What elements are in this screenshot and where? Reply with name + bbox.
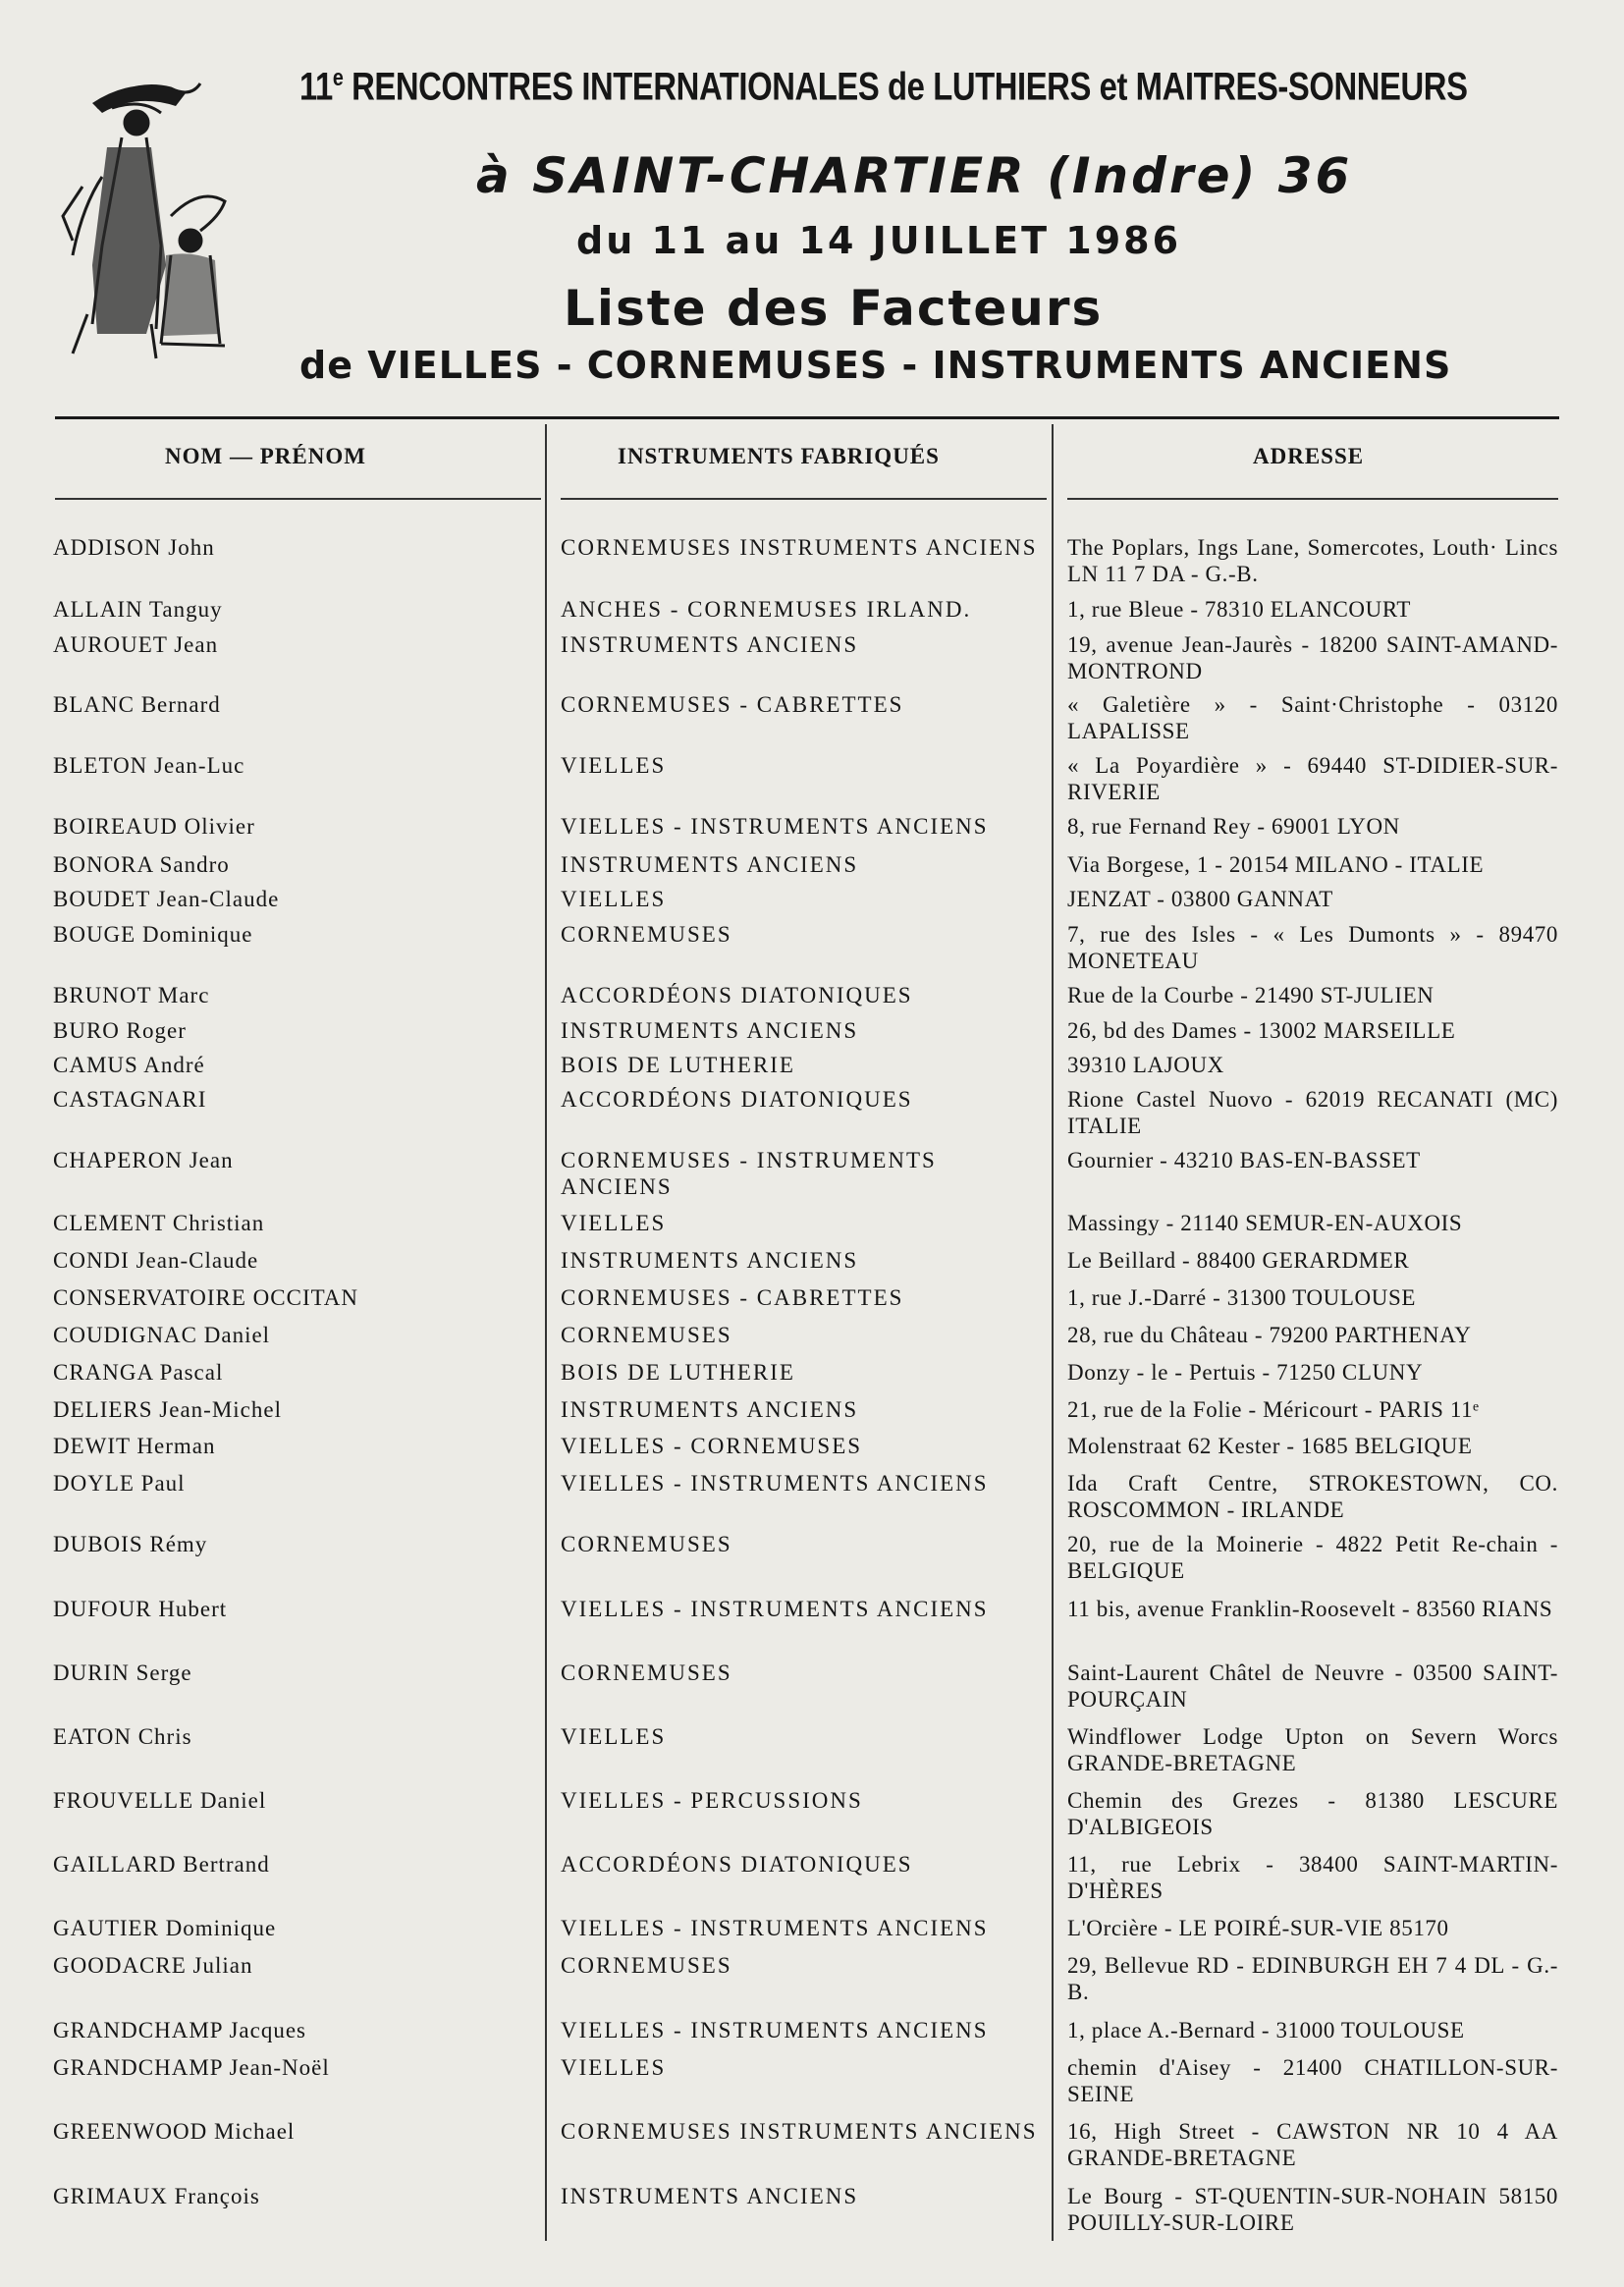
maker-instruments: INSTRUMENTS ANCIENS (561, 1397, 859, 1422)
maker-instruments: VIELLES - CORNEMUSES (561, 1434, 863, 1458)
column-header-rule (1067, 498, 1558, 500)
maker-instruments: CORNEMUSES (561, 1323, 732, 1347)
maker-instruments: VIELLES - INSTRUMENTS ANCIENS (561, 814, 989, 839)
table-row (0, 880, 1624, 915)
maker-name: BLETON Jean-Luc (53, 753, 245, 778)
maker-name: CONSERVATOIRE OCCITAN (53, 1285, 359, 1310)
table-row (0, 1845, 1624, 1909)
maker-name: CHAPERON Jean (53, 1148, 234, 1172)
maker-name: COUDIGNAC Daniel (53, 1323, 271, 1347)
maker-name: BONORA Sandro (53, 852, 230, 877)
maker-instruments: INSTRUMENTS ANCIENS (561, 2184, 859, 2208)
maker-address: 16, High Street - CAWSTON NR 10 4 AA GRANDE-BRETAGNE (1067, 2119, 1558, 2170)
maker-instruments: VIELLES (561, 1724, 667, 1749)
maker-address: Rione Castel Nuovo - 62019 RECANATI (MC) ITALIE (1067, 1087, 1558, 1138)
table-row (0, 1390, 1624, 1427)
table-row (0, 976, 1624, 1011)
maker-instruments: CORNEMUSES INSTRUMENTS ANCIENS (561, 2119, 1038, 2144)
maker-address: Chemin des Grezes - 81380 LESCURE D'ALBIGEOIS (1067, 1788, 1558, 1839)
musicians-engraving-logo (53, 69, 249, 368)
table-row (0, 746, 1624, 807)
maker-name: GRIMAUX François (53, 2184, 260, 2208)
maker-instruments: VIELLES - INSTRUMENTS ANCIENS (561, 2018, 989, 2042)
event-location: à SAINT-CHARTIER (Indre) 36 (476, 147, 1353, 204)
table-row (0, 2011, 1624, 2048)
table-row (0, 1241, 1624, 1279)
table-row (0, 590, 1624, 626)
table-row (0, 1279, 1624, 1316)
maker-address: Rue de la Courbe - 21490 ST-JULIEN (1067, 983, 1435, 1007)
maker-address: 1, rue Bleue - 78310 ELANCOURT (1067, 597, 1412, 622)
maker-name: GAUTIER Dominique (53, 1916, 277, 1940)
maker-address: 28, rue du Château - 79200 PARTHENAY (1067, 1323, 1472, 1347)
maker-name: GRANDCHAMP Jean-Noël (53, 2055, 330, 2080)
maker-name: BOIREAUD Olivier (53, 814, 255, 839)
maker-address: Le Bourg - ST-QUENTIN-SUR-NOHAIN 58150 POUILLY-SUR-LOIRE (1067, 2184, 1558, 2235)
maker-instruments: INSTRUMENTS ANCIENS (561, 1248, 859, 1273)
maker-name: ALLAIN Tanguy (53, 597, 223, 622)
column-header-name: NOM — PRÉNOM (165, 444, 366, 468)
maker-name: CLEMENT Christian (53, 1211, 265, 1235)
table-row (0, 1011, 1624, 1046)
maker-instruments: VIELLES (561, 753, 667, 778)
maker-address: 29, Bellevue RD - EDINBURGH EH 7 4 DL - G.-B. (1067, 1953, 1558, 2004)
maker-name: CRANGA Pascal (53, 1360, 224, 1385)
maker-address: Donzy - le - Pertuis - 71250 CLUNY (1067, 1360, 1424, 1385)
maker-instruments: ANCHES - CORNEMUSES IRLAND. (561, 597, 972, 622)
table-row (0, 845, 1624, 880)
maker-address: Molenstraat 62 Kester - 1685 BELGIQUE (1067, 1434, 1473, 1458)
maker-instruments: CORNEMUSES (561, 1532, 732, 1556)
maker-instruments: VIELLES - PERCUSSIONS (561, 1788, 863, 1813)
maker-address: Saint-Laurent Châtel de Neuvre - 03500 SAINT-POURÇAIN (1067, 1661, 1558, 1712)
maker-name: ADDISON John (53, 535, 215, 560)
column-header-rule (55, 498, 541, 500)
maker-address: 1, rue J.-Darré - 31300 TOULOUSE (1067, 1285, 1416, 1310)
maker-name: DUFOUR Hubert (53, 1597, 228, 1621)
table-row (0, 528, 1624, 590)
table-row (0, 1654, 1624, 1717)
table-row (0, 1353, 1624, 1390)
maker-address: 39310 LAJOUX (1067, 1053, 1224, 1077)
maker-name: CAMUS André (53, 1053, 205, 1077)
maker-instruments: CORNEMUSES - INSTRUMENTS ANCIENS (561, 1148, 937, 1199)
maker-name: GAILLARD Bertrand (53, 1852, 270, 1877)
table-row (0, 685, 1624, 746)
maker-instruments: INSTRUMENTS ANCIENS (561, 852, 859, 877)
maker-name: CONDI Jean-Claude (53, 1248, 259, 1273)
maker-address: 11 bis, avenue Franklin-Roosevelt - 83560 RIANS (1067, 1597, 1553, 1621)
table-row (0, 2048, 1624, 2112)
table-row (0, 1525, 1624, 1590)
maker-instruments: CORNEMUSES - CABRETTES (561, 692, 904, 717)
table-row (0, 1464, 1624, 1525)
maker-address: Ida Craft Centre, STROKESTOWN, CO. ROSCOMMON - IRLANDE (1067, 1471, 1558, 1522)
makers-list (0, 528, 1624, 2236)
maker-name: CASTAGNARI (53, 1087, 207, 1112)
maker-name: BOUGE Dominique (53, 922, 253, 947)
list-subtitle: de VIELLES - CORNEMUSES - INSTRUMENTS ANCIENS (299, 344, 1452, 387)
table-row (0, 1316, 1624, 1353)
maker-address: 1, place A.-Bernard - 31000 TOULOUSE (1067, 2018, 1465, 2042)
maker-address: Windflower Lodge Upton on Severn Worcs GRANDE-BRETAGNE (1067, 1724, 1558, 1775)
column-header-address: ADRESSE (1253, 444, 1365, 468)
maker-address: JENZAT - 03800 GANNAT (1067, 887, 1333, 911)
maker-name: DEWIT Herman (53, 1434, 216, 1458)
table-row (0, 1141, 1624, 1204)
table-row (0, 2112, 1624, 2177)
table-row (0, 807, 1624, 845)
maker-name: DELIERS Jean-Michel (53, 1397, 282, 1422)
maker-instruments: INSTRUMENTS ANCIENS (561, 1018, 859, 1043)
maker-name: BLANC Bernard (53, 692, 221, 717)
maker-instruments: VIELLES - INSTRUMENTS ANCIENS (561, 1471, 989, 1496)
maker-name: GREENWOOD Michael (53, 2119, 296, 2144)
maker-instruments: BOIS DE LUTHERIE (561, 1360, 795, 1385)
maker-instruments: BOIS DE LUTHERIE (561, 1053, 795, 1077)
maker-address: Le Beillard - 88400 GERARDMER (1067, 1248, 1410, 1273)
table-row (0, 1590, 1624, 1654)
maker-address: 19, avenue Jean-Jaurès - 18200 SAINT-AMAND-MONTROND (1067, 632, 1558, 683)
event-title: 11e RENCONTRES INTERNATIONALES de LUTHIERS et MAITRES-SONNEURS (299, 65, 1468, 109)
maker-instruments: CORNEMUSES - CABRETTES (561, 1285, 904, 1310)
maker-address: Massingy - 21140 SEMUR-EN-AUXOIS (1067, 1211, 1463, 1235)
maker-instruments: VIELLES - INSTRUMENTS ANCIENS (561, 1916, 989, 1940)
list-title: Liste des Facteurs (564, 280, 1104, 337)
maker-address: « Galetière » - Saint·Christophe - 03120 LAPALISSE (1067, 692, 1558, 743)
maker-instruments: VIELLES (561, 887, 667, 911)
table-row (0, 1717, 1624, 1781)
table-row (0, 1046, 1624, 1080)
maker-name: DOYLE Paul (53, 1471, 186, 1496)
maker-address: 26, bd des Dames - 13002 MARSEILLE (1067, 1018, 1456, 1043)
table-row (0, 1909, 1624, 1946)
maker-name: GRANDCHAMP Jacques (53, 2018, 307, 2042)
column-header-rule (561, 498, 1047, 500)
table-row (0, 1946, 1624, 2011)
maker-address: 11, rue Lebrix - 38400 SAINT-MARTIN-D'HÈRES (1067, 1852, 1558, 1903)
maker-name: BRUNOT Marc (53, 983, 210, 1007)
maker-instruments: VIELLES - INSTRUMENTS ANCIENS (561, 1597, 989, 1621)
table-row (0, 1781, 1624, 1845)
table-row (0, 1204, 1624, 1241)
table-row (0, 1080, 1624, 1141)
maker-address: chemin d'Aisey - 21400 CHATILLON-SUR-SEINE (1067, 2055, 1558, 2106)
maker-instruments: ACCORDÉONS DIATONIQUES (561, 1852, 913, 1877)
table-row (0, 626, 1624, 685)
maker-instruments: CORNEMUSES (561, 922, 732, 947)
maker-instruments: CORNEMUSES (561, 1661, 732, 1685)
maker-instruments: INSTRUMENTS ANCIENS (561, 632, 859, 657)
maker-address: 20, rue de la Moinerie - 4822 Petit Re-chain - BELGIQUE (1067, 1532, 1558, 1583)
maker-name: DUBOIS Rémy (53, 1532, 208, 1556)
maker-address: Via Borgese, 1 - 20154 MILANO - ITALIE (1067, 852, 1485, 877)
maker-instruments: VIELLES (561, 1211, 667, 1235)
maker-address: L'Orcière - LE POIRÉ-SUR-VIE 85170 (1067, 1916, 1449, 1940)
maker-address: 7, rue des Isles - « Les Dumonts » - 89470 MONETEAU (1067, 922, 1558, 973)
maker-address: The Poplars, Ings Lane, Somercotes, Louth· Lincs LN 11 7 DA - G.-B. (1067, 535, 1558, 586)
maker-address: 8, rue Fernand Rey - 69001 LYON (1067, 814, 1400, 839)
maker-address: « La Poyardière » - 69440 ST-DIDIER-SUR-RIVERIE (1067, 753, 1558, 804)
event-dates: du 11 au 14 JUILLET 1986 (576, 219, 1182, 262)
maker-name: GOODACRE Julian (53, 1953, 253, 1978)
maker-address: 21, rue de la Folie - Méricourt - PARIS 11ᵉ (1067, 1397, 1480, 1422)
maker-name: BOUDET Jean-Claude (53, 887, 280, 911)
maker-name: AUROUET Jean (53, 632, 219, 657)
header-rule (55, 416, 1559, 419)
maker-instruments: CORNEMUSES INSTRUMENTS ANCIENS (561, 535, 1038, 560)
maker-name: EATON Chris (53, 1724, 192, 1749)
maker-name: FROUVELLE Daniel (53, 1788, 267, 1813)
maker-address: Gournier - 43210 BAS-EN-BASSET (1067, 1148, 1421, 1172)
maker-name: BURO Roger (53, 1018, 187, 1043)
maker-instruments: VIELLES (561, 2055, 667, 2080)
table-row (0, 1427, 1624, 1464)
table-row (0, 2177, 1624, 2236)
maker-instruments: CORNEMUSES (561, 1953, 732, 1978)
maker-instruments: ACCORDÉONS DIATONIQUES (561, 983, 913, 1007)
column-header-instruments: INSTRUMENTS FABRIQUÉS (618, 444, 940, 468)
maker-instruments: ACCORDÉONS DIATONIQUES (561, 1087, 913, 1112)
table-row (0, 915, 1624, 976)
maker-name: DURIN Serge (53, 1661, 192, 1685)
